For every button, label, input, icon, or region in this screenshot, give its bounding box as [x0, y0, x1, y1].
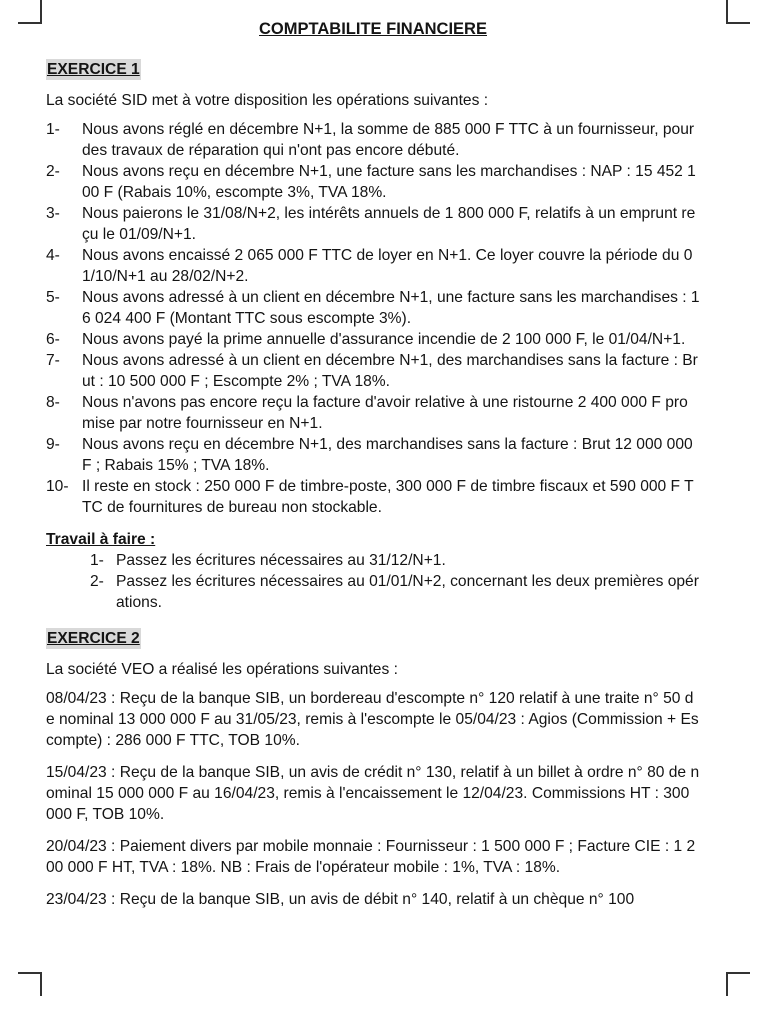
exercise-2-heading: EXERCICE 2	[47, 630, 140, 647]
operation-number: 5-	[46, 289, 60, 306]
operation-item	[46, 245, 700, 287]
operation-text: Nous avons reçu en décembre N+1, une facture sans les marchandises : NAP : 15 452 100 F (Rabais 10%, escompte 3%, TVA 18%.	[82, 163, 696, 201]
exercise-2	[46, 628, 700, 910]
operation-number: 8-	[46, 394, 60, 411]
exercise-1-intro: La société SID met à votre disposition les opérations suivantes :	[46, 92, 489, 109]
operation-item	[46, 476, 700, 518]
operation-number: 1-	[46, 121, 60, 138]
operation-text: Nous avons reçu en décembre N+1, des marchandises sans la facture : Brut 12 000 000 F ; Rabais 15% ; TVA 18%.	[82, 436, 693, 474]
exercise-2-intro: La société VEO a réalisé les opérations suivantes :	[46, 661, 398, 678]
operation-text: Nous avons payé la prime annuelle d'assurance incendie de 2 100 000 F, le 01/04/N+1.	[82, 331, 686, 348]
operation-number: 2-	[46, 163, 60, 180]
operation-item	[46, 161, 700, 203]
operation-item	[46, 287, 700, 329]
entry-paragraph: 08/04/23 : Reçu de la banque SIB, un bordereau d'escompte n° 120 relatif à une traite n° 50 de nominal 13 000 000 F au 31/05/23, remis à l'escompte le 05/04/23 : Agios (Commission + Escompte) : 286 000 F TTC, TOB 10%.	[46, 690, 699, 749]
exercise-1-heading: EXERCICE 1	[47, 61, 140, 78]
task-text: Passez les écritures nécessaires au 31/12/N+1.	[116, 552, 446, 569]
task-text: Passez les écritures nécessaires au 01/01/N+2, concernant les deux premières opérations.	[116, 573, 699, 611]
operation-text: Nous avons encaissé 2 065 000 F TTC de loyer en N+1. Ce loyer couvre la période du 01/10/N+1 au 28/02/N+2.	[82, 247, 693, 285]
entry-paragraph: 20/04/23 : Paiement divers par mobile monnaie : Fournisseur : 1 500 000 F ; Facture CIE : 1 200 000 F HT, TVA : 18%. NB : Frais de l'opérateur mobile : 1%, TVA : 18%.	[46, 838, 696, 876]
operation-item	[46, 329, 700, 350]
operation-number: 10-	[46, 478, 69, 495]
crop-mark-top-right	[726, 0, 750, 24]
document-page	[46, 19, 700, 921]
work-to-do-heading: Travail à faire :	[46, 531, 156, 548]
operation-item	[46, 434, 700, 476]
crop-mark-bottom-left	[18, 972, 42, 996]
exercise-1	[46, 59, 700, 613]
document-title: COMPTABILITE FINANCIERE	[259, 20, 487, 38]
entry-paragraph: 15/04/23 : Reçu de la banque SIB, un avis de crédit n° 130, relatif à un billet à ordre n° 80 de nominal 15 000 000 F au 16/04/23, remis à l'encaissement le 12/04/23. Commissions HT : 300 000 F, TOB 10%.	[46, 764, 700, 823]
entry-paragraph: 23/04/23 : Reçu de la banque SIB, un avis de débit n° 140, relatif à un chèque n° 100	[46, 891, 635, 908]
operation-text: Il reste en stock : 250 000 F de timbre-poste, 300 000 F de timbre fiscaux et 590 000 F TTC de fournitures de bureau non stockable.	[82, 478, 694, 516]
operation-number: 9-	[46, 436, 60, 453]
operation-text: Nous avons adressé à un client en décembre N+1, des marchandises sans la facture : Brut : 10 500 000 F ; Escompte 2% ; TVA 18%.	[82, 352, 698, 390]
tasks-list	[46, 550, 700, 613]
crop-mark-bottom-right	[726, 972, 750, 996]
operation-item	[46, 119, 700, 161]
operation-number: 7-	[46, 352, 60, 369]
operation-text: Nous paierons le 31/08/N+2, les intérêts annuels de 1 800 000 F, relatifs à un emprunt reçu le 01/09/N+1.	[82, 205, 696, 243]
operation-number: 4-	[46, 247, 60, 264]
task-number: 2-	[90, 573, 104, 590]
operation-text: Nous avons adressé à un client en décembre N+1, une facture sans les marchandises : 16 024 400 F (Montant TTC sous escompte 3%).	[82, 289, 700, 327]
task-item	[90, 550, 700, 571]
operation-item	[46, 203, 700, 245]
operation-text: Nous n'avons pas encore reçu la facture d'avoir relative à une ristourne 2 400 000 F promise par notre fournisseur en N+1.	[82, 394, 688, 432]
crop-mark-top-left	[18, 0, 42, 24]
task-number: 1-	[90, 552, 104, 569]
operation-item	[46, 350, 700, 392]
operations-list	[46, 119, 700, 518]
operation-number: 6-	[46, 331, 60, 348]
operation-text: Nous avons réglé en décembre N+1, la somme de 885 000 F TTC à un fournisseur, pour des travaux de réparation qui n'ont pas encore débuté.	[82, 121, 695, 159]
operation-number: 3-	[46, 205, 60, 222]
operation-item	[46, 392, 700, 434]
task-item	[90, 571, 700, 613]
